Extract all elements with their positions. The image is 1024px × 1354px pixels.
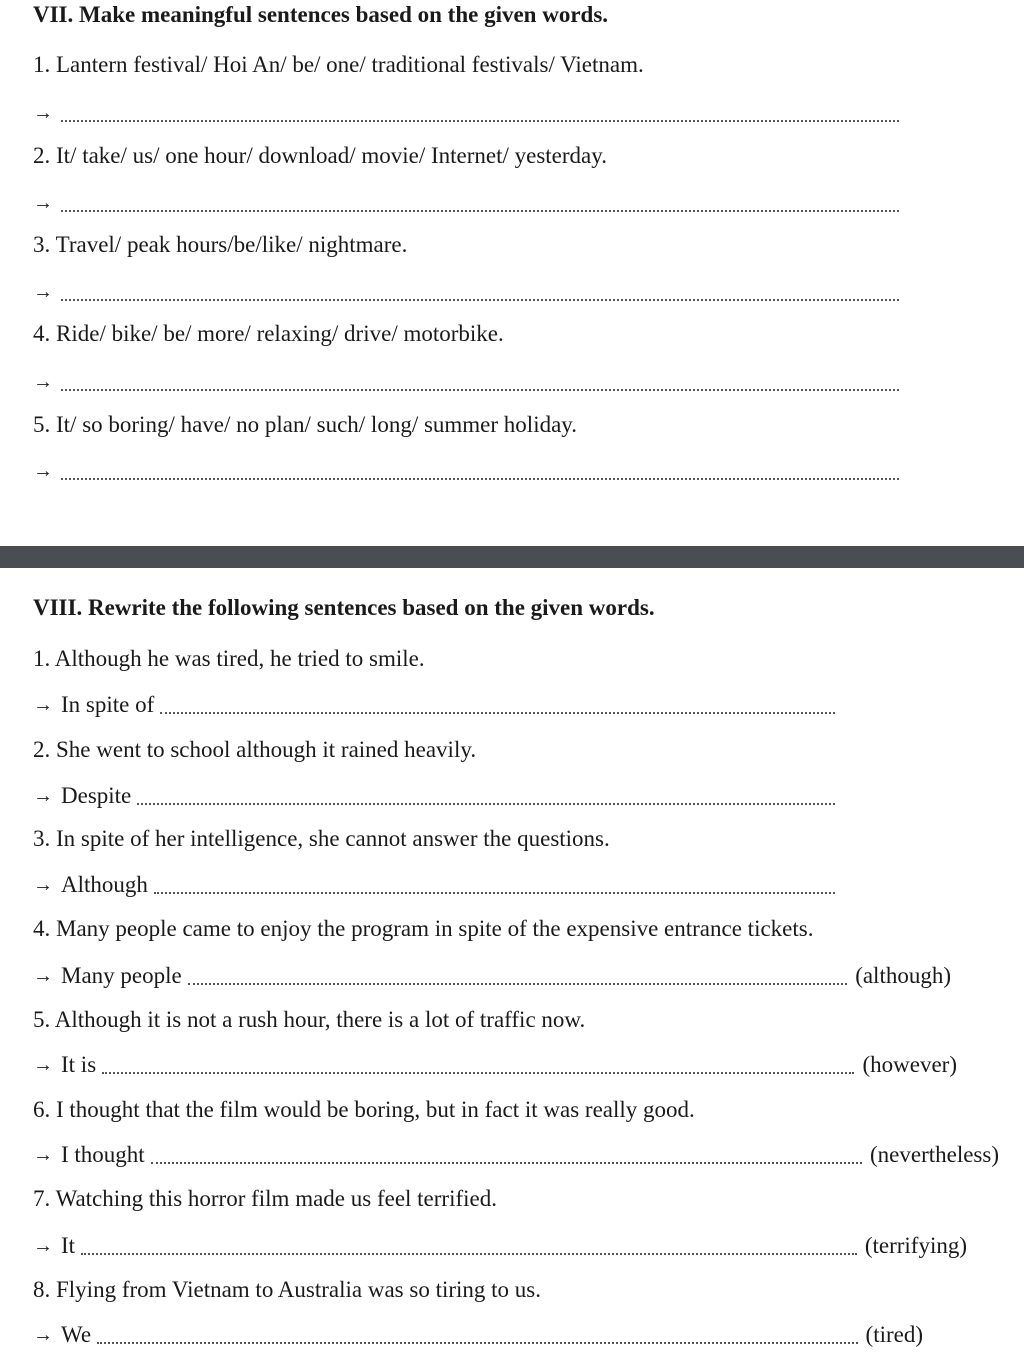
arrow-icon: → xyxy=(33,874,53,896)
answer-blank[interactable] xyxy=(154,872,835,894)
question-number: 6. xyxy=(33,1097,51,1122)
arrow-icon: → xyxy=(33,1235,53,1257)
answer-blank[interactable] xyxy=(188,963,847,985)
s8-question-3 xyxy=(33,826,610,852)
question-number: 5. xyxy=(33,412,51,437)
answer-prefix: We xyxy=(61,1322,92,1347)
question-number: 3. xyxy=(33,232,51,257)
s7-answer-line-2[interactable] xyxy=(33,188,899,218)
answer-prefix: Despite xyxy=(61,783,132,808)
question-text: Travel/ peak hours/be/like/ nightmare. xyxy=(55,232,408,257)
answer-blank[interactable] xyxy=(61,190,899,212)
arrow-icon: → xyxy=(33,460,53,482)
s8-answer-line-6[interactable] xyxy=(33,1140,999,1170)
question-number: 4. xyxy=(33,321,51,346)
answer-blank[interactable] xyxy=(102,1052,854,1074)
s8-answer-line-8[interactable] xyxy=(33,1320,923,1350)
answer-blank[interactable] xyxy=(81,1233,857,1255)
answer-prefix: I thought xyxy=(61,1142,145,1167)
s8-answer-line-2[interactable] xyxy=(33,781,835,811)
section-7-title: VII. Make meaningful sentences based on the given words. xyxy=(33,2,609,27)
answer-prefix: Although xyxy=(61,872,148,897)
question-number: 1. xyxy=(33,646,51,671)
answer-hint: (although) xyxy=(855,963,951,988)
arrow-icon: → xyxy=(33,785,53,807)
s8-answer-line-4[interactable] xyxy=(33,961,951,991)
question-text: Many people came to enjoy the program in spite of the expensive entrance tickets. xyxy=(56,916,814,941)
s8-question-5 xyxy=(33,1007,585,1033)
question-number: 8. xyxy=(33,1277,51,1302)
answer-blank[interactable] xyxy=(137,783,835,805)
question-number: 3. xyxy=(33,826,51,851)
s8-answer-line-5[interactable] xyxy=(33,1050,957,1080)
arrow-icon: → xyxy=(33,694,53,716)
answer-hint: (nevertheless) xyxy=(870,1142,999,1167)
answer-blank[interactable] xyxy=(61,458,899,480)
arrow-icon: → xyxy=(33,371,53,393)
answer-prefix: Many people xyxy=(61,963,182,988)
arrow-icon: → xyxy=(33,1054,53,1076)
s8-answer-line-7[interactable] xyxy=(33,1231,967,1261)
s8-question-7 xyxy=(33,1186,497,1212)
s7-question-5 xyxy=(33,412,577,438)
s8-question-6 xyxy=(33,1097,695,1123)
question-text: Although it is not a rush hour, there is a lot of traffic now. xyxy=(54,1007,586,1032)
page-separator xyxy=(0,546,1024,568)
question-text: She went to school although it rained heavily. xyxy=(56,737,477,762)
question-number: 2. xyxy=(33,143,51,168)
s7-answer-line-3[interactable] xyxy=(33,277,899,307)
question-number: 5. xyxy=(33,1007,51,1032)
section-8-title: VIII. Rewrite the following sentences based on the given words. xyxy=(33,595,655,620)
answer-hint: (terrifying) xyxy=(864,1233,967,1258)
s7-question-2 xyxy=(33,143,607,169)
question-text: It/ so boring/ have/ no plan/ such/ long/ summer holiday. xyxy=(56,412,578,437)
s7-answer-line-4[interactable] xyxy=(33,367,899,397)
answer-blank[interactable] xyxy=(61,279,899,301)
question-text: Ride/ bike/ be/ more/ relaxing/ drive/ motorbike. xyxy=(56,321,504,346)
question-text: Watching this horror film made us feel terrified. xyxy=(55,1186,497,1211)
answer-prefix: In spite of xyxy=(61,692,155,717)
question-text: Although he was tired, he tried to smile. xyxy=(54,646,425,671)
question-text: Lantern festival/ Hoi An/ be/ one/ traditional festivals/ Vietnam. xyxy=(56,52,644,77)
s7-question-1 xyxy=(33,52,644,78)
s8-question-1 xyxy=(33,646,425,672)
answer-hint: (however) xyxy=(862,1052,957,1077)
answer-hint: (tired) xyxy=(865,1322,923,1347)
answer-blank[interactable] xyxy=(160,692,835,714)
question-number: 7. xyxy=(33,1186,51,1211)
arrow-icon: → xyxy=(33,102,53,124)
answer-blank[interactable] xyxy=(151,1142,862,1164)
s8-answer-line-1[interactable] xyxy=(33,690,835,720)
s7-question-4 xyxy=(33,321,504,347)
s7-question-3 xyxy=(33,232,407,258)
question-text: Flying from Vietnam to Australia was so tiring to us. xyxy=(56,1277,541,1302)
s7-answer-line-5[interactable] xyxy=(33,456,899,486)
s8-answer-line-3[interactable] xyxy=(33,870,835,900)
question-number: 2. xyxy=(33,737,51,762)
arrow-icon: → xyxy=(33,965,53,987)
arrow-icon: → xyxy=(33,1144,53,1166)
s8-question-4 xyxy=(33,916,813,942)
answer-prefix: It xyxy=(61,1233,76,1258)
question-text: It/ take/ us/ one hour/ download/ movie/ Internet/ yesterday. xyxy=(56,143,608,168)
answer-blank[interactable] xyxy=(97,1322,857,1344)
question-text: In spite of her intelligence, she cannot answer the questions. xyxy=(56,826,610,851)
answer-prefix: It is xyxy=(61,1052,97,1077)
s8-question-2 xyxy=(33,737,476,763)
answer-blank[interactable] xyxy=(61,369,899,391)
question-number: 1. xyxy=(33,52,51,77)
question-text: I thought that the film would be boring, but in fact it was really good. xyxy=(56,1097,695,1122)
arrow-icon: → xyxy=(33,1324,53,1346)
arrow-icon: → xyxy=(33,192,53,214)
answer-blank[interactable] xyxy=(61,100,899,122)
s7-answer-line-1[interactable] xyxy=(33,98,899,128)
arrow-icon: → xyxy=(33,281,53,303)
s8-question-8 xyxy=(33,1277,541,1303)
question-number: 4. xyxy=(33,916,51,941)
